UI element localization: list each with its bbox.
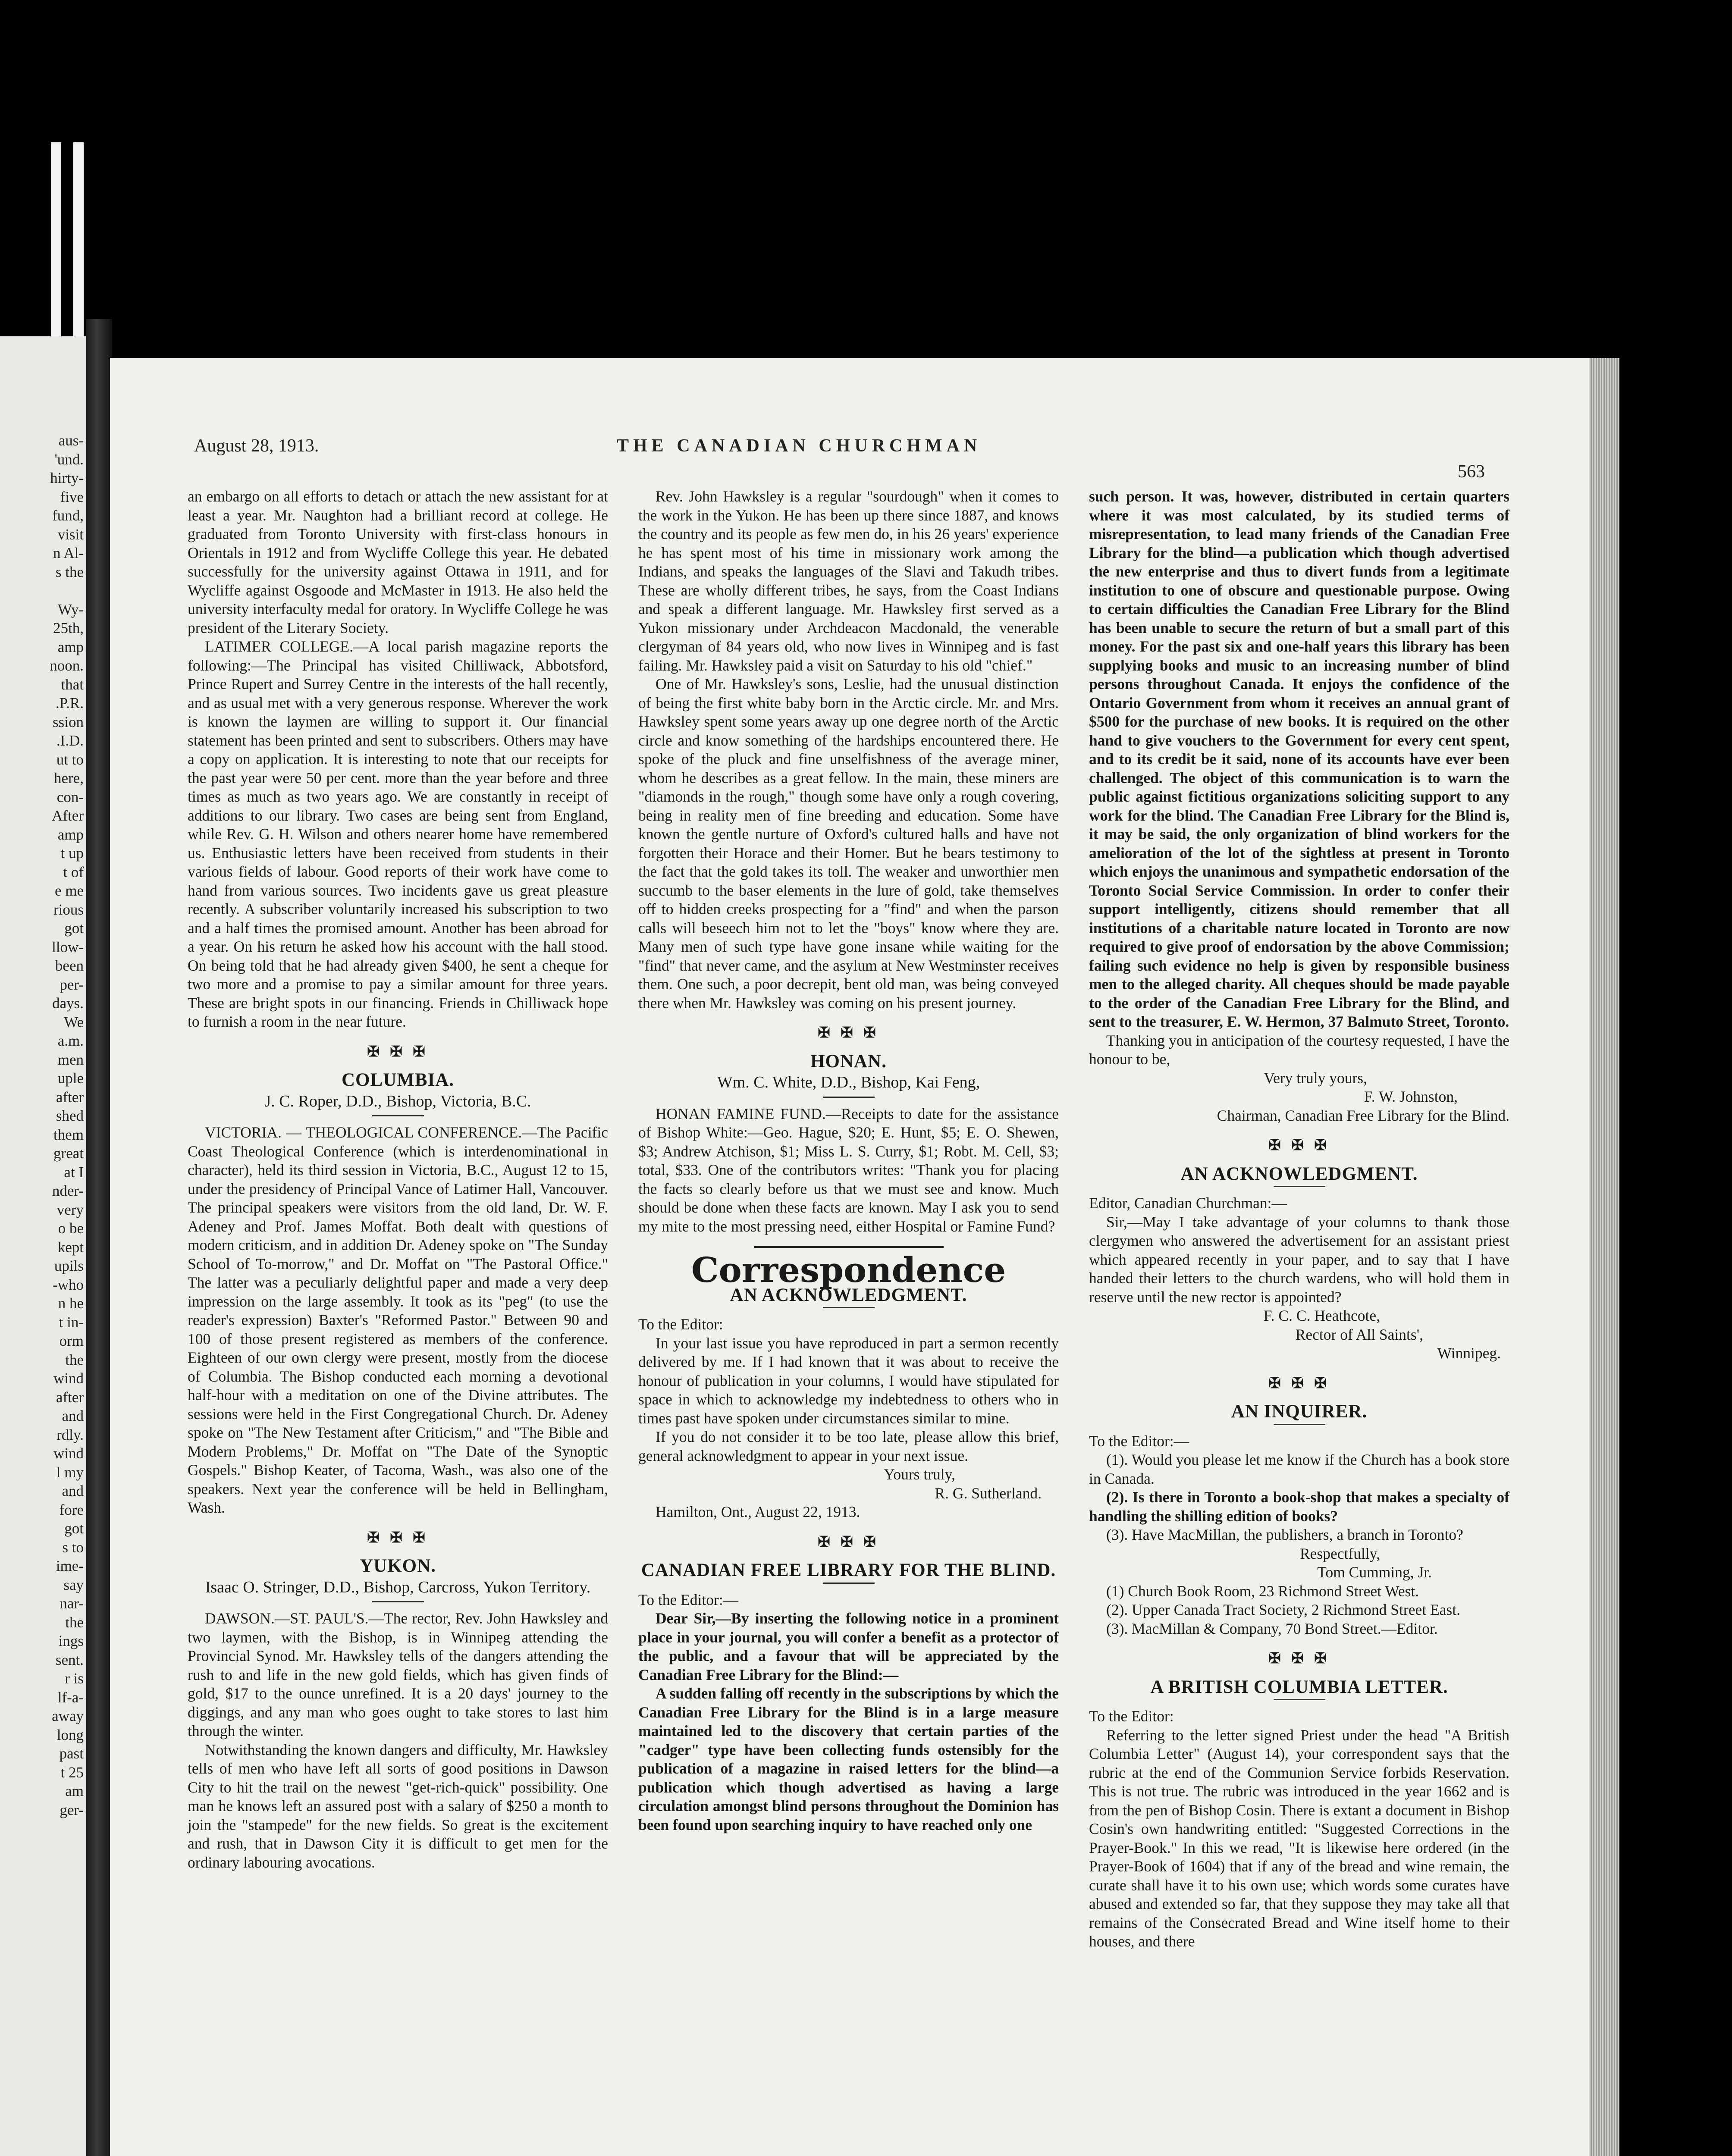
inquiry-item: (1). Would you please let me know if the Church has a book store in Canada. xyxy=(1089,1451,1509,1487)
article-paragraph: Rev. John Hawksley is a regular "sourdough" when it comes to the work in the Yukon. He has been up there since 1887, and knows the country and its people as few men do, in his 26 years' experience he has spent most of his time in missionary work among the Indians, and speaks the languages of the Slavi and Takudh tribes. These are wholly different tribes, he says, from the Coast Indians and speak a different language. Mr. Hawksley first served as a Yukon missionary under Archdeacon Macdonald, the venerable clergyman of 84 years old, who now lives in Winnipeg and is fast failing. Mr. Hawksley paid a visit on Saturday to his old "chief." xyxy=(638,488,1059,674)
salutation: To the Editor: xyxy=(638,1316,723,1333)
letter-paragraph: such person. It was, however, distributed in certain quarters where it was most calculated, by its studied terms of misrepresentation, to lead many friends of the Canadian Free Library for the blind—a publication which though advertised the new enterprise and thus to divert funds from a legitimate institution to one of obscure and questionable purpose. Owing to certain difficulties the Canadian Free Library for the Blind has been unable to secure the return of but a small part of this money. For the past six and one-half years this library has been supplying books and music to an increasing number of blind persons throughout Canada. It enjoys the confidence of the Ontario Government from whom it receives an annual grant of $500 for the purchase of new books. It is required on the other hand to give vouchers to the Government for every cent spent, and to its credit be it said, none of its accounts have ever been challenged. The object of this communication is to warn the public against fictitious organizations soliciting support to any work for the blind. The Canadian Free Library for the Blind is, it may be said, the only organization of blind workers for the amelioration of the lot of the sightless at present in Toronto which enjoys the unanimous and sympathetic endorsation of the Toronto Social Service Commission. In order to confer their support intelligently, citizens should remember that all institutions of a charitable nature located in Toronto are now required to give proof of endorsation by the above Commission; failing such evidence no help is given by responsible business men to the alleged charity. All cheques should be made payable to the order of the Canadian Free Library for the Blind, and sent to the treasurer, E. W. Hermon, 37 Balmuto Street, Toronto. xyxy=(1089,488,1509,1030)
newspaper-page xyxy=(110,358,1589,2156)
section-ornament: ✠ ✠ ✠ xyxy=(367,1529,429,1546)
correspondence-title: Correspondence xyxy=(691,1250,1006,1290)
section-ornament: ✠ ✠ ✠ xyxy=(367,1044,429,1060)
section-subheading: Isaac O. Stringer, D.D., Bishop, Carcross, Yukon Territory. xyxy=(205,1578,591,1596)
signature-name: F. W. Johnston, xyxy=(1364,1088,1458,1105)
page-number: 563 xyxy=(1458,462,1485,482)
section-ornament: ✠ ✠ ✠ xyxy=(818,1025,879,1041)
divider xyxy=(823,1307,875,1308)
signature-title: Chairman, Canadian Free Library for the Blind. xyxy=(1217,1106,1509,1124)
article-paragraph: One of Mr. Hawksley's sons, Leslie, had the unusual distinction of being the first white baby born in the Arctic circle. Mr. and Mrs. Hawksley spent some years away up one degree north of the Arctic circle and know something of the hardships encountered there. He spoke of the pluck and fine unselfishness of the average miner, whom he describes as a great fellow. In the main, these miners are "diamonds in the rough," though some have only a rough covering, being in reality men of fine breeding and education. Some have known the gentle nurture of Oxford's cultured halls and have not forgotten their Horace and their Homer. But he bears testimony to the fact that the gold takes its toll. The weaker and unworthier men succumb to the baser elements in the lure of gold, take themselves off to hidden creeks prospecting for a "find" and when the parson calls will beseech him not to let the "boys" know where they are. Many men of such type have gone insane while waiting for the "find" that never came, and the asylum at New Westminster receives them. One such, a poor decrepit, bent old man, was being conveyed there when Mr. Hawksley was coming on his present journey. xyxy=(638,675,1059,1012)
divider xyxy=(823,1583,875,1584)
signature-name: F. C. C. Heathcote, xyxy=(1263,1307,1380,1324)
article-paragraph: Notwithstanding the known dangers and difficulty, Mr. Hawksley tells of men who have left all sorts of good positions in Dawson City to hit the trail on the newest "get-rich-quick" possibility. One man he knows left an assured post with a salary of $250 a month to join the "stampede" for the new fields. So great is the excitement and rush, that in Dawson City it is difficult to get men for the ordinary labouring avocations. xyxy=(188,1741,608,1871)
letter-paragraph: Thanking you in anticipation of the courtesy requested, I have the honour to be, xyxy=(1089,1031,1509,1068)
inquiry-item: (2). Is there in Toronto a book-shop that makes a specialty of handling the shilling edition of books? xyxy=(1089,1489,1509,1525)
answer-item: (3). MacMillan & Company, 70 Bond Street.—Editor. xyxy=(1106,1620,1438,1637)
divider xyxy=(823,1097,875,1098)
section-heading: AN ACKNOWLEDGMENT. xyxy=(730,1285,967,1305)
article-paragraph: VICTORIA. — THEOLOGICAL CONFERENCE.—The Pacific Coast Theological Conference (which is interdenominational in character), held its third session in Victoria, B.C., August 12 to 15, under the presidency of Principal Vance of Latimer Hall, Vancouver. The principal speakers were visitors from the old land, Dr. W. F. Adeney and Prof. James Moffat. Both dealt with questions of modern criticism, and in addition Dr. Adeney spoke on "The Sunday School of To-morrow," and Dr. Moffat on "The Pastoral Office." The latter was a peculiarly delightful paper and made a very deep impression on the large assembly. It took as its "peg" (to use the reader's expression) Baxter's "Reformed Pastor." Between 90 and 100 of those present registered as members of the conference. Eighteen of our own clergy were present, mostly from the diocese of Columbia. The Bishop conducted each morning a devotional half-hour with a meditation on one of the Divine attributes. The sessions were held in the First Congregational Church. Dr. Adeney spoke on "The New Testament after Criticism," and "The Bible and Modern Problems," Dr. Moffat on "The Date of the Synoptic Gospels." Bishop Keater, of Tacoma, Wash., was also one of the speakers. Next year the conference will be held in Bellingham, Wash. xyxy=(188,1124,608,1516)
letter-paragraph: Referring to the letter signed Priest under the head "A British Columbia Letter" (August 14), your correspondent says that the rubric at the end of the Communion Service forbids Reservation. This is not true. The rubric was introduced in the year 1662 and is from the pen of Bishop Cosin. There is extant a document in Bishop Cosin's own handwriting entitled: "Suggested Corrections in the Prayer-Book." In this we read, "It is likewise here ordered (in the Prayer-Book of 1604) that if any of the bread and wine remain, the curate shall have it to his own use; which words some curates have abused and extended so far, that they suppose they may take all that remains of the Consecrated Bread and Wine itself home to their houses, and there xyxy=(1089,1726,1509,1950)
column-2 xyxy=(638,487,1059,1834)
article-paragraph: HONAN FAMINE FUND.—Receipts to date for the assistance of Bishop White:—Geo. Hague, $20; E. Hunt, $5; E. O. Shewen, $3; Andrew Atchison, $1; Miss L. S. Curry, $1; Robt. M. Cell, $3; total, $33. One of the contributors writes: "Thank you for placing the facts so clearly before us that we must see and know. Much should be done when these facts are known. May I ask you to send my mite to the most pressing need, either Hospital or Famine Fund? xyxy=(638,1105,1059,1235)
signature-title: Rector of All Saints', xyxy=(1295,1326,1423,1343)
letter-paragraph: In your last issue you have reproduced in part a sermon recently delivered by me. If I had known that it was about to receive the honour of publication in your columns, I would have stipulated for space in which to acknowledge my indebtedness to others who in times past have spoken under circumstances similar to mine. xyxy=(638,1334,1059,1427)
section-heading: COLUMBIA. xyxy=(341,1070,455,1090)
letter-paragraph: Dear Sir,—By inserting the following notice in a prominent place in your journal, you will confer a benefit as a protector of the public, and a favour that will be appreciated by the Canadian Free Library for the Blind:— xyxy=(638,1610,1059,1683)
section-subheading: Wm. C. White, D.D., Bishop, Kai Feng, xyxy=(717,1073,980,1091)
header-date: August 28, 1913. xyxy=(194,436,319,456)
signature-line: Very truly yours, xyxy=(1264,1069,1367,1087)
section-heading: HONAN. xyxy=(810,1051,887,1072)
divider xyxy=(1274,1424,1325,1425)
section-heading: CANADIAN FREE LIBRARY FOR THE BLIND. xyxy=(641,1560,1056,1580)
salutation: To the Editor: xyxy=(1089,1708,1174,1725)
inquiry-item: (3). Have MacMillan, the publishers, a branch in Toronto? xyxy=(1106,1526,1463,1543)
section-ornament: ✠ ✠ ✠ xyxy=(818,1534,879,1550)
salutation: Editor, Canadian Churchman:— xyxy=(1089,1194,1287,1212)
article-paragraph: DAWSON.—ST. PAUL'S.—The rector, Rev. John Hawksley and two laymen, with the Bishop, is in Winnipeg attending the Provincial Synod. Mr. Hawksley tells of the dangers attending the rush to and life in the new gold fields, which has given finds of gold, $17 to the ounce unrefined. It is a 20 days' journey to the diggings, and any man who goes ought to take stores to last him through the winter. xyxy=(188,1610,608,1739)
section-heading: YUKON. xyxy=(360,1556,436,1576)
page-stack-edge xyxy=(1589,358,1619,2156)
column-1 xyxy=(188,487,608,1872)
signature-line: Yours truly, xyxy=(884,1466,955,1483)
previous-page-fragment xyxy=(0,336,86,2156)
letter-paragraph: If you do not consider it to be too late, please allow this brief, general acknowledgment to appear in your next issue. xyxy=(638,1428,1059,1464)
article-paragraph: LATIMER COLLEGE.—A local parish magazine reports the following:—The Principal has visited Chilliwack, Abbotsford, Prince Rupert and Surrey Centre in the interests of the hall recently, and as usual met with a very generous response. Wherever the work is known the laymen are willing to support it. Our financial statement has been printed and sent to subscribers. Others may have a copy on application. It is interesting to note that our receipts for the past year were 50 per cent. more than the year before and three times as much as two years ago. We are constantly in receipt of additions to our library. Two cases are being sent from England, while Rev. G. H. Wilson and others nearer home have remembered us. Enthusiastic letters have been received from students in their various fields of labour. Good reports of their work have come to hand from various sources. Two incidents gave us great pleasure recently. A subscriber voluntarily increased his subscription to two and a half times the promised amount. Another has been abroad for a year. On his return he asked how his account with the hall stood. On being told that he had already given $400, he sent a cheque for two more and a promise to pay a similar amount for three years. These are bright spots in our financing. Friends in Chilliwack hope to furnish a room in the near future. xyxy=(188,638,608,1030)
letter-paragraph: A sudden falling off recently in the subscriptions by which the Canadian Free Library for the Blind is in a large measure maintained led to the discovery that certain parties of the "cadger" type have been collecting funds ostensibly for the publication of a magazine in raised letters for the blind—a publication which though advertised as having a large circulation amongst blind persons throughout the Dominion has been found upon searching inquiry to have reached only one xyxy=(638,1685,1059,1833)
book-gutter xyxy=(86,319,112,2156)
divider xyxy=(1274,1186,1325,1187)
letter-paragraph: Sir,—May I take advantage of your columns to thank those clergymen who answered the advertisement for an assistant priest which appeared recently in your paper, and to say that I have handed their letters to the church wardens, who will hold them in reserve until the new rector is appointed? xyxy=(1089,1213,1509,1306)
column-3 xyxy=(1089,487,1509,1951)
salutation: To the Editor:— xyxy=(638,1591,739,1608)
answer-item: (2). Upper Canada Tract Society, 2 Richmond Street East. xyxy=(1106,1601,1460,1618)
section-heading: AN INQUIRER. xyxy=(1231,1401,1368,1422)
divider xyxy=(372,1601,424,1602)
header-title: THE CANADIAN CHURCHMAN xyxy=(617,436,982,456)
section-ornament: ✠ ✠ ✠ xyxy=(1268,1651,1330,1667)
section-heading: A BRITISH COLUMBIA LETTER. xyxy=(1150,1677,1448,1697)
signature-place: Winnipeg. xyxy=(1437,1344,1501,1362)
divider xyxy=(372,1115,424,1116)
signature-name: Tom Cumming, Jr. xyxy=(1317,1564,1432,1581)
divider xyxy=(1274,1699,1325,1700)
answer-item: (1) Church Book Room, 23 Richmond Street West. xyxy=(1106,1582,1419,1600)
salutation: To the Editor:— xyxy=(1089,1432,1189,1450)
previous-page-text: aus- 'und. hirty- five fund, visit n Al- s the Wy- 25th, amp noon. that .P.R. ssion .I.D. ut to here, con- After amp t up t of e me rious got llow- been per- days. We a.m. men uple after shed them great at I nder- very o be kept upils -who n he t in- orm the wind after and rdly. wind l my and fore got s to ime- say nar- the ings sent. r is lf-a- away long past t 25 am ger- xyxy=(50,432,84,1818)
dateline: Hamilton, Ont., August 22, 1913. xyxy=(656,1503,860,1520)
decorative-rule xyxy=(754,1246,944,1248)
article-paragraph: an embargo on all efforts to detach or attach the new assistant for at least a year. Mr. Naughton had a brilliant record at college. He graduated from Toronto University with first-class honours in Orientals in 1912 and from Wycliffe College this year. He debated successfully for the university against Ottawa in 1911, and for Wycliffe against Osgoode and McMaster in 1913. He also held the university interfaculty medal for oratory. In Wycliffe College he was president of the Literary Society. xyxy=(188,488,608,636)
section-ornament: ✠ ✠ ✠ xyxy=(1268,1375,1330,1391)
section-subheading: J. C. Roper, D.D., Bishop, Victoria, B.C. xyxy=(264,1092,531,1110)
signature-line: Respectfully, xyxy=(1300,1545,1380,1562)
section-heading: AN ACKNOWLEDGMENT. xyxy=(1180,1163,1418,1184)
section-ornament: ✠ ✠ ✠ xyxy=(1268,1138,1330,1153)
signature-name: R. G. Sutherland. xyxy=(935,1484,1042,1502)
